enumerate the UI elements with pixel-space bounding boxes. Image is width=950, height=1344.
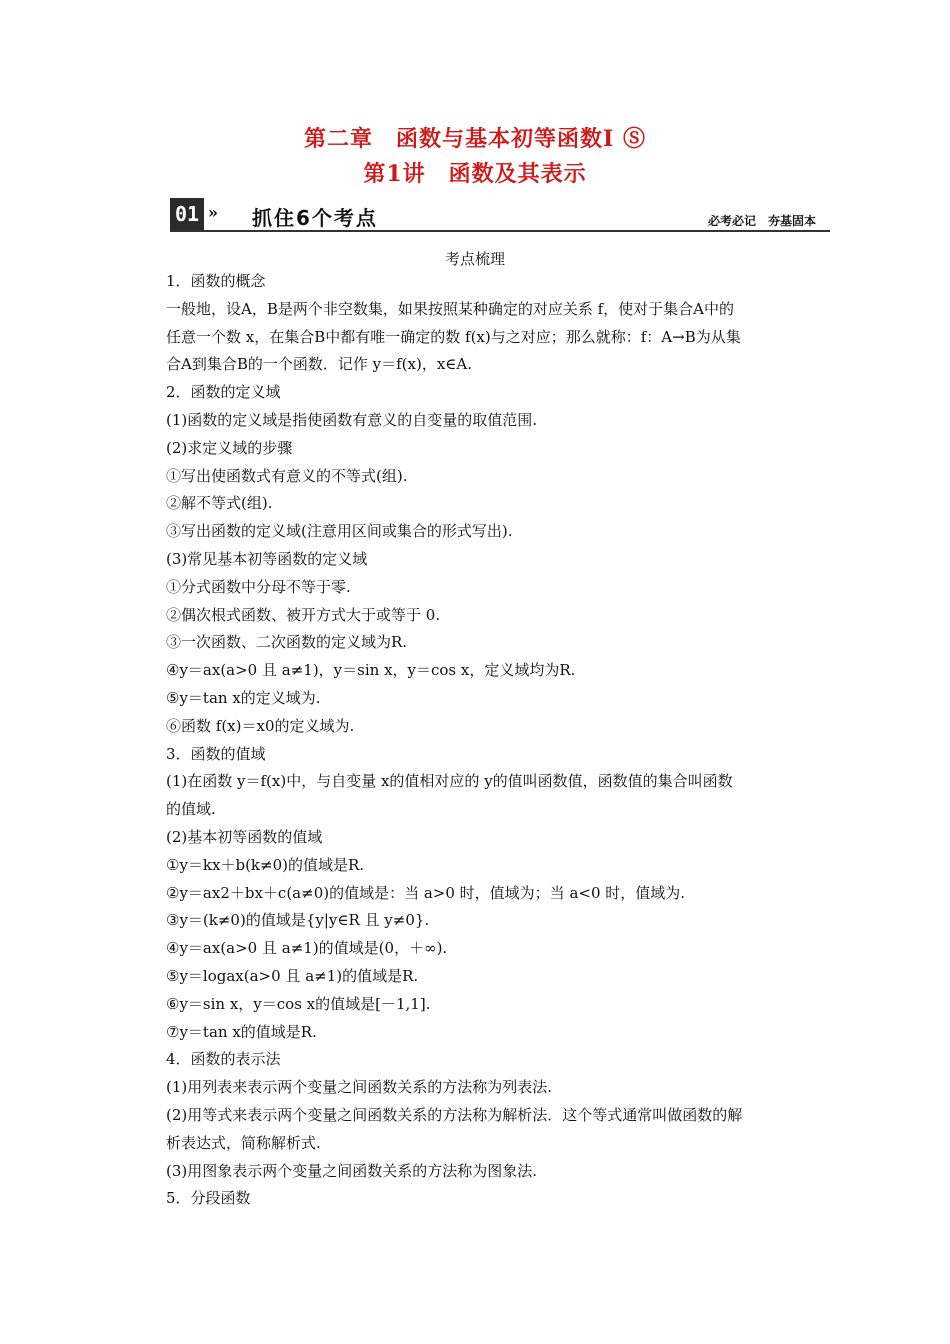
- chevron-icon: »: [208, 203, 218, 222]
- text-line: 的值域.: [166, 800, 216, 819]
- text-line: 4．函数的表示法: [166, 1050, 281, 1069]
- text-line: ⑤y＝tan x的定义域为.: [166, 688, 321, 707]
- lesson-title: 第1讲 函数及其表示: [363, 161, 587, 187]
- subheading: 考点梳理: [444, 250, 505, 268]
- section-badge: 01: [170, 198, 204, 230]
- text-line: 2．函数的定义域: [166, 383, 281, 402]
- text-line: ③写出函数的定义域(注意用区间或集合的形式写出).: [166, 522, 513, 541]
- text-line: 合A到集合B的一个函数．记作 y＝f(x)，x∈A.: [166, 355, 472, 374]
- section-divider: [170, 230, 830, 232]
- text-line: (1)用列表来表示两个变量之间函数关系的方法称为列表法.: [166, 1078, 553, 1097]
- text-line: (1)在函数 y＝f(x)中，与自变量 x的值相对应的 y的值叫函数值，函数值的集合叫函数: [166, 772, 733, 791]
- chapter-title: 第二章 函数与基本初等函数Ⅰ Ⓢ: [304, 126, 646, 152]
- text-line: 1．函数的概念: [166, 272, 266, 290]
- text-line: ②y＝ax2＋bx＋c(a≠0)的值域是：当 a>0 时，值域为；当 a<0 时，值域为.: [166, 883, 686, 902]
- section-title: 抓住6个考点: [252, 206, 378, 230]
- text-line: ①写出使函数式有意义的不等式(组).: [166, 466, 408, 485]
- text-line: 3．函数的值域: [166, 744, 266, 763]
- text-line: ④y＝ax(a>0 且 a≠1)，y＝sin x，y＝cos x，定义域均为R.: [166, 661, 576, 680]
- text-line: ①分式函数中分母不等于零.: [166, 577, 351, 596]
- text-line: ⑥函数 f(x)＝x0的定义域为.: [166, 716, 355, 735]
- text-line: (3)常见基本初等函数的定义域: [166, 549, 368, 568]
- text-line: ②偶次根式函数、被开方式大于或等于 0.: [166, 605, 441, 624]
- text-line: ④y＝ax(a>0 且 a≠1)的值域是(0，＋∞).: [166, 939, 448, 958]
- text-line: 任意一个数 x，在集合B中都有唯一确定的数 f(x)与之对应；那么就称：f：A→B为从集: [166, 327, 741, 346]
- text-line: (1)函数的定义域是指使函数有意义的自变量的取值范围.: [166, 410, 538, 429]
- text-line: ②解不等式(组).: [166, 494, 273, 513]
- section-tagline: 必考必记 夯基固本: [707, 214, 816, 228]
- text-line: 析表达式，简称解析式.: [166, 1133, 321, 1152]
- text-line: (2)求定义域的步骤: [166, 438, 293, 457]
- content-body: [166, 268, 816, 1213]
- text-line: ①y＝kx＋b(k≠0)的值域是R.: [166, 855, 365, 874]
- text-line: ⑦y＝tan x的值域是R.: [166, 1022, 317, 1041]
- text-line: (3)用图象表示两个变量之间函数关系的方法称为图象法.: [166, 1161, 538, 1180]
- text-line: ⑥y＝sin x，y＝cos x的值域是[－1,1].: [166, 994, 431, 1013]
- text-line: ③y＝(k≠0)的值域是{y|y∈R 且 y≠0}.: [166, 911, 430, 930]
- text-line: (2)用等式来表示两个变量之间函数关系的方法称为解析法．这个等式通常叫做函数的解: [166, 1105, 743, 1124]
- text-line: ⑤y＝logax(a>0 且 a≠1)的值域是R.: [166, 966, 419, 985]
- text-line: (2)基本初等函数的值域: [166, 827, 323, 846]
- text-line: ③一次函数、二次函数的定义域为R.: [166, 633, 408, 652]
- text-line: 5．分段函数: [166, 1189, 251, 1208]
- text-line: 一般地，设A，B是两个非空数集，如果按照某种确定的对应关系 f，使对于集合A中的: [166, 299, 735, 318]
- section-bar: [170, 198, 830, 234]
